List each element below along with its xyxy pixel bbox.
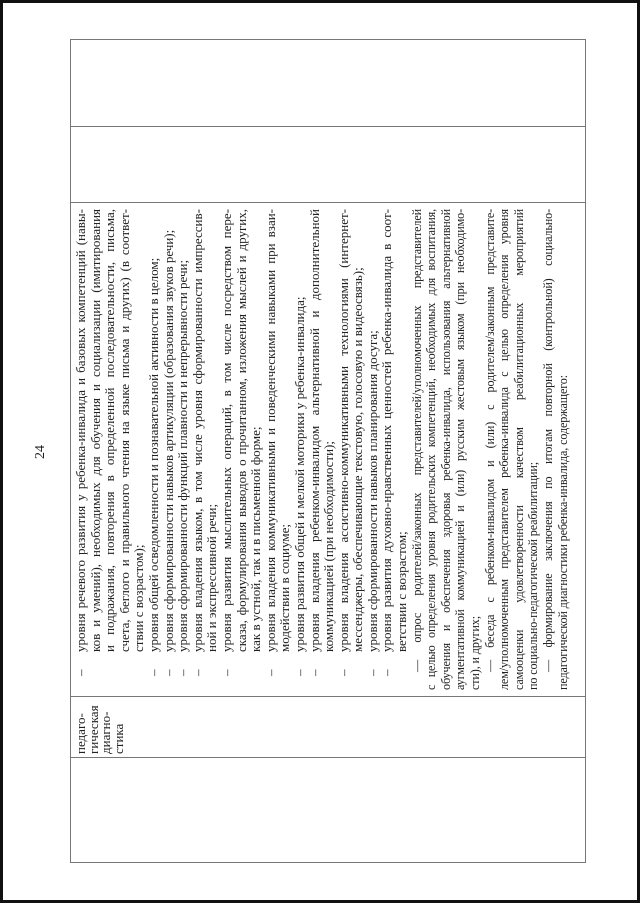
list-item	[293, 209, 308, 690]
list-item	[220, 209, 264, 690]
text-line: уровня развития духовно-нравственных ценностей ребенка-инвалида в соот-	[379, 209, 395, 652]
table-row	[71, 40, 586, 863]
list-item	[191, 209, 220, 690]
text-line: сказа, формулирования выводов о прочитанном, изложения мыслей и других,	[233, 209, 249, 652]
text-line: уровня владения ребенком-инвалидом альтернативной и дополнительной	[306, 209, 322, 652]
cell-empty-5	[71, 40, 586, 127]
text-line: ветствии с возрастом;	[394, 531, 410, 652]
paragraph	[483, 209, 541, 690]
section-label-line: стика	[110, 723, 126, 754]
text-line: уровня сформированности функций плавности и непрерывности речи;	[175, 259, 191, 652]
text-line: мессенджеры, обеспечивающие текстовую, голосовую и видеосвязь);	[350, 267, 366, 652]
text-line: обучения и обеспечения здоровья ребенка-инвалида, использования альтернативной	[438, 209, 453, 690]
paragraph-list	[410, 209, 571, 690]
paragraph	[410, 209, 483, 690]
text-line: ной и экспрессивной речи;	[204, 503, 220, 652]
text-line: уровня сформированности навыков артикуляции (образования звуков речи);	[160, 229, 176, 652]
dash-bullet: –	[160, 669, 176, 676]
text-line: и подражания, повторения в определенной последовательности, письма,	[102, 209, 118, 652]
list-item	[366, 209, 381, 690]
text-line: по социально-педагогической реабилитации;	[526, 461, 541, 690]
dash-bullet: –	[306, 669, 322, 676]
dash-bullet: –	[379, 669, 395, 676]
dash-bullet: –	[218, 669, 234, 676]
text-line: — беседа с ребенком-инвалидом и (или) с родителем/законным представите-	[482, 209, 497, 672]
dash-bullet: –	[145, 669, 161, 676]
rotated-table-container	[70, 40, 586, 863]
section-label-line: педаго-	[73, 713, 88, 754]
paragraph	[541, 209, 570, 690]
section-label-line: гическая	[85, 705, 101, 754]
list-item	[380, 209, 409, 690]
text-line: модействии в социуме;	[277, 524, 293, 652]
dash-bullet: –	[73, 669, 88, 676]
list-item	[308, 209, 337, 690]
text-line: самооценки удовлетворенности качеством реабилитационных мероприятий	[511, 209, 526, 690]
page-number: 24	[33, 445, 48, 459]
text-line: с целью определения уровня родительских компетенций, необходимых для воспитания,	[424, 209, 439, 690]
dash-list	[74, 209, 410, 690]
cell-empty-4	[71, 127, 586, 203]
dash-bullet: –	[189, 669, 205, 676]
text-line: уровня речевого развития у ребенка-инвалида и базовых компетенций (навы-	[73, 209, 88, 652]
text-line: уровня владения языком, в том числе уровня сформированности импрессив-	[189, 209, 205, 652]
section-label-line: диагно-	[98, 711, 113, 754]
text-line: уровня сформированности навыков планирования досуга;	[364, 330, 380, 652]
dash-bullet: –	[364, 669, 380, 676]
dash-bullet: –	[175, 669, 191, 676]
cell-content	[71, 203, 586, 697]
list-item	[337, 209, 366, 690]
cell-number	[71, 758, 586, 863]
dash-bullet: –	[262, 669, 278, 676]
text-line: счета, беглого и правильного чтения на языке письма и других) (в соответ-	[116, 209, 132, 652]
text-line: уровня развития мыслительных операций, в том числе посредством пере-	[218, 209, 234, 652]
text-line: аугментативной коммуникацией и (или) русским жестовым языком (при необходимо-	[453, 209, 468, 690]
text-line: коммуникацией (при необходимости);	[321, 441, 337, 652]
list-item	[264, 209, 293, 690]
text-line: уровня общей осведомленности и познавательной активности в целом;	[145, 257, 161, 652]
list-item	[147, 209, 162, 690]
text-line: ствии с возрастом);	[131, 544, 147, 652]
section-label	[75, 700, 125, 754]
list-item	[162, 209, 177, 690]
dash-bullet: –	[291, 669, 307, 676]
text-line: уровня развития общей и мелкой моторики у ребенка-инвалида;	[291, 296, 307, 652]
text-line: уровня владения коммуникативными и поведенческими навыками при взаи-	[262, 209, 278, 652]
list-item	[176, 209, 191, 690]
dash-bullet: –	[335, 669, 351, 676]
rehabilitation-table	[70, 39, 586, 863]
list-item	[74, 209, 147, 690]
cell-section-label	[71, 697, 586, 758]
text-line: — формирование заключения по итогам повторной (контрольной) социально-	[541, 209, 555, 672]
text-line: — опрос родителей/законных представителей/уполномоченных представителей	[409, 209, 424, 672]
text-line: лем/уполномоченным представителем ребенка-инвалида с целью определения уровня	[497, 209, 512, 690]
text-line: сти), и других;	[468, 616, 483, 690]
text-line: ков и умений), необходимых для обучения и социализации (имитирования	[87, 209, 103, 652]
text-line: как в устной, так и в письменной форме;	[248, 426, 264, 652]
text-line: уровня владения ассистивно-коммуникативными технологиями (интернет-	[335, 209, 351, 652]
text-line: педагогической диагностики ребенка-инвалида, содержащего:	[555, 375, 570, 690]
